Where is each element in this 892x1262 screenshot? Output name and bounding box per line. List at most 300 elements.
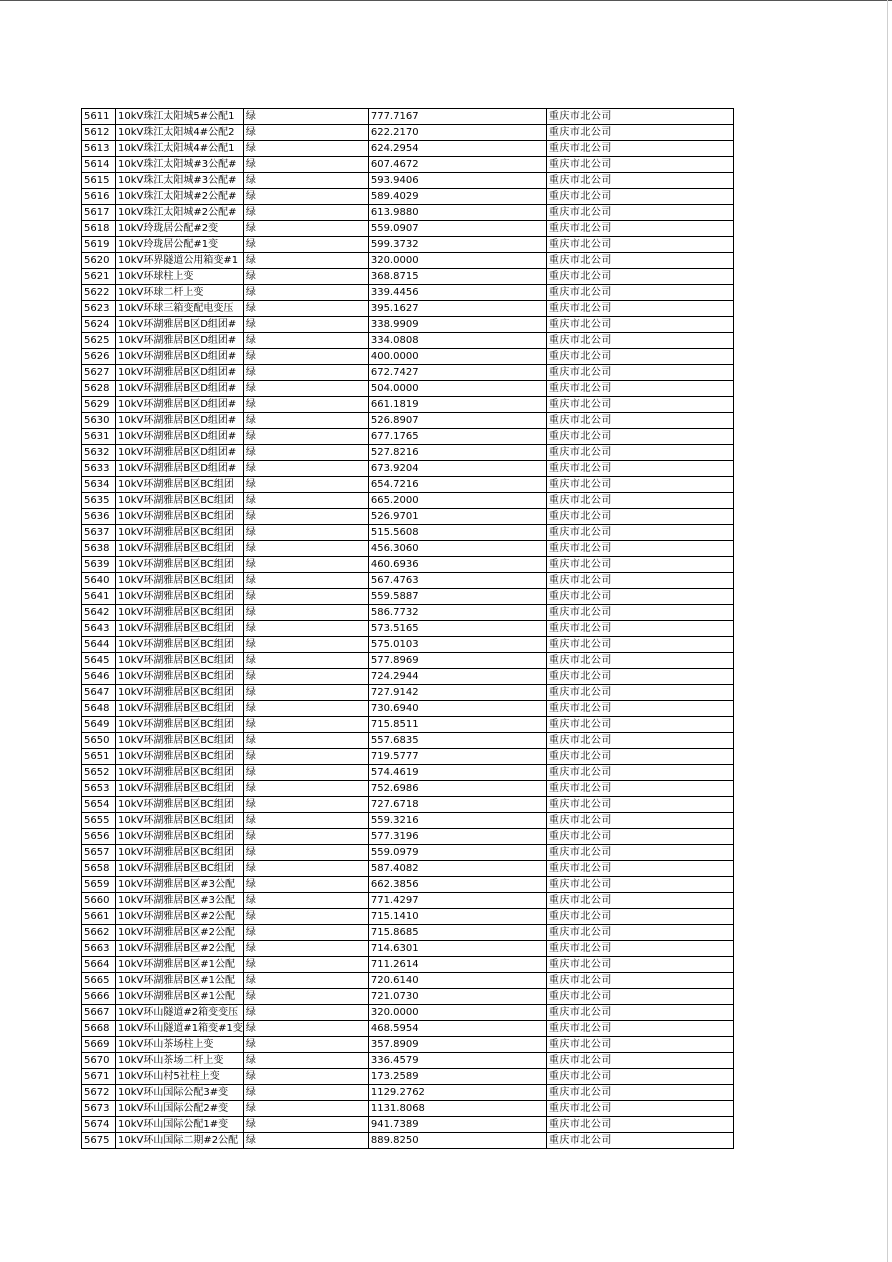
table-row bbox=[82, 765, 734, 781]
status-color-cell: 绿 bbox=[243, 333, 368, 349]
value-cell: 456.3060 bbox=[368, 541, 546, 557]
status-color-cell: 绿 bbox=[243, 1053, 368, 1069]
value-cell: 526.9701 bbox=[368, 509, 546, 525]
status-color-cell: 绿 bbox=[243, 269, 368, 285]
row-id-cell: 5638 bbox=[82, 541, 116, 557]
value-cell: 526.8907 bbox=[368, 413, 546, 429]
row-id-cell: 5674 bbox=[82, 1117, 116, 1133]
value-cell: 575.0103 bbox=[368, 637, 546, 653]
table-row bbox=[82, 477, 734, 493]
company-cell: 重庆市北公司 bbox=[546, 621, 733, 637]
status-color-cell: 绿 bbox=[243, 909, 368, 925]
status-color-cell: 绿 bbox=[243, 749, 368, 765]
transformer-name-cell: 10kV环湖雅居B区BC组团 bbox=[116, 557, 244, 573]
transformer-name-cell: 10kV环湖雅居B区D组团# bbox=[116, 413, 244, 429]
value-cell: 662.3856 bbox=[368, 877, 546, 893]
company-cell: 重庆市北公司 bbox=[546, 669, 733, 685]
row-id-cell: 5648 bbox=[82, 701, 116, 717]
table-row bbox=[82, 1085, 734, 1101]
transformer-name-cell: 10kV环湖雅居B区BC组团 bbox=[116, 733, 244, 749]
row-id-cell: 5652 bbox=[82, 765, 116, 781]
transformer-name-cell: 10kV珠江太阳城5#公配1 bbox=[116, 109, 244, 125]
company-cell: 重庆市北公司 bbox=[546, 765, 733, 781]
row-id-cell: 5633 bbox=[82, 461, 116, 477]
table-row bbox=[82, 445, 734, 461]
status-color-cell: 绿 bbox=[243, 1085, 368, 1101]
transformer-name-cell: 10kV环界隧道公用箱变#1 bbox=[116, 253, 244, 269]
company-cell: 重庆市北公司 bbox=[546, 701, 733, 717]
transformer-name-cell: 10kV环山茶场二杆上变 bbox=[116, 1053, 244, 1069]
value-cell: 724.2944 bbox=[368, 669, 546, 685]
transformer-name-cell: 10kV玲珑居公配#2变 bbox=[116, 221, 244, 237]
transformer-name-cell: 10kV环湖雅居B区D组团# bbox=[116, 333, 244, 349]
company-cell: 重庆市北公司 bbox=[546, 349, 733, 365]
table-row bbox=[82, 285, 734, 301]
row-id-cell: 5664 bbox=[82, 957, 116, 973]
row-id-cell: 5656 bbox=[82, 829, 116, 845]
value-cell: 574.4619 bbox=[368, 765, 546, 781]
value-cell: 941.7389 bbox=[368, 1117, 546, 1133]
table-row bbox=[82, 1053, 734, 1069]
value-cell: 714.6301 bbox=[368, 941, 546, 957]
status-color-cell: 绿 bbox=[243, 397, 368, 413]
company-cell: 重庆市北公司 bbox=[546, 989, 733, 1005]
value-cell: 527.8216 bbox=[368, 445, 546, 461]
transformer-name-cell: 10kV环湖雅居B区#1公配 bbox=[116, 973, 244, 989]
row-id-cell: 5646 bbox=[82, 669, 116, 685]
transformer-name-cell: 10kV环湖雅居B区BC组团 bbox=[116, 589, 244, 605]
row-id-cell: 5635 bbox=[82, 493, 116, 509]
row-id-cell: 5624 bbox=[82, 317, 116, 333]
transformer-name-cell: 10kV环球三箱变配电变压 bbox=[116, 301, 244, 317]
table-row bbox=[82, 557, 734, 573]
transformer-name-cell: 10kV环湖雅居B区#1公配 bbox=[116, 957, 244, 973]
transformer-name-cell: 10kV环湖雅居B区BC组团 bbox=[116, 749, 244, 765]
table-row bbox=[82, 365, 734, 381]
value-cell: 719.5777 bbox=[368, 749, 546, 765]
row-id-cell: 5658 bbox=[82, 861, 116, 877]
value-cell: 752.6986 bbox=[368, 781, 546, 797]
value-cell: 395.1627 bbox=[368, 301, 546, 317]
company-cell: 重庆市北公司 bbox=[546, 493, 733, 509]
transformer-name-cell: 10kV环山国际公配2#变 bbox=[116, 1101, 244, 1117]
value-cell: 586.7732 bbox=[368, 605, 546, 621]
value-cell: 715.1410 bbox=[368, 909, 546, 925]
table-row bbox=[82, 893, 734, 909]
row-id-cell: 5639 bbox=[82, 557, 116, 573]
transformer-name-cell: 10kV环山茶场柱上变 bbox=[116, 1037, 244, 1053]
row-id-cell: 5611 bbox=[82, 109, 116, 125]
row-id-cell: 5614 bbox=[82, 157, 116, 173]
row-id-cell: 5640 bbox=[82, 573, 116, 589]
status-color-cell: 绿 bbox=[243, 557, 368, 573]
status-color-cell: 绿 bbox=[243, 925, 368, 941]
value-cell: 661.1819 bbox=[368, 397, 546, 413]
transformer-name-cell: 10kV珠江太阳城#3公配# bbox=[116, 157, 244, 173]
company-cell: 重庆市北公司 bbox=[546, 221, 733, 237]
company-cell: 重庆市北公司 bbox=[546, 1037, 733, 1053]
table-row bbox=[82, 413, 734, 429]
row-id-cell: 5668 bbox=[82, 1021, 116, 1037]
transformer-name-cell: 10kV环湖雅居B区BC组团 bbox=[116, 525, 244, 541]
company-cell: 重庆市北公司 bbox=[546, 381, 733, 397]
row-id-cell: 5643 bbox=[82, 621, 116, 637]
status-color-cell: 绿 bbox=[243, 765, 368, 781]
row-id-cell: 5669 bbox=[82, 1037, 116, 1053]
value-cell: 613.9880 bbox=[368, 205, 546, 221]
row-id-cell: 5632 bbox=[82, 445, 116, 461]
transformer-name-cell: 10kV环湖雅居B区D组团# bbox=[116, 349, 244, 365]
status-color-cell: 绿 bbox=[243, 1021, 368, 1037]
company-cell: 重庆市北公司 bbox=[546, 173, 733, 189]
row-id-cell: 5670 bbox=[82, 1053, 116, 1069]
status-color-cell: 绿 bbox=[243, 861, 368, 877]
transformer-name-cell: 10kV环湖雅居B区BC组团 bbox=[116, 477, 244, 493]
value-cell: 607.4672 bbox=[368, 157, 546, 173]
status-color-cell: 绿 bbox=[243, 1117, 368, 1133]
value-cell: 665.2000 bbox=[368, 493, 546, 509]
company-cell: 重庆市北公司 bbox=[546, 973, 733, 989]
value-cell: 320.0000 bbox=[368, 253, 546, 269]
table-row bbox=[82, 221, 734, 237]
status-color-cell: 绿 bbox=[243, 461, 368, 477]
value-cell: 338.9909 bbox=[368, 317, 546, 333]
value-cell: 173.2589 bbox=[368, 1069, 546, 1085]
transformer-name-cell: 10kV环湖雅居B区BC组团 bbox=[116, 861, 244, 877]
table-row bbox=[82, 989, 734, 1005]
status-color-cell: 绿 bbox=[243, 989, 368, 1005]
value-cell: 515.5608 bbox=[368, 525, 546, 541]
row-id-cell: 5628 bbox=[82, 381, 116, 397]
table-row bbox=[82, 621, 734, 637]
row-id-cell: 5644 bbox=[82, 637, 116, 653]
value-cell: 567.4763 bbox=[368, 573, 546, 589]
table-row bbox=[82, 829, 734, 845]
table-row bbox=[82, 173, 734, 189]
table-row bbox=[82, 461, 734, 477]
value-cell: 593.9406 bbox=[368, 173, 546, 189]
status-color-cell: 绿 bbox=[243, 157, 368, 173]
table-row bbox=[82, 605, 734, 621]
transformer-name-cell: 10kV环湖雅居B区BC组团 bbox=[116, 493, 244, 509]
company-cell: 重庆市北公司 bbox=[546, 1021, 733, 1037]
company-cell: 重庆市北公司 bbox=[546, 125, 733, 141]
company-cell: 重庆市北公司 bbox=[546, 317, 733, 333]
table-row bbox=[82, 1117, 734, 1133]
value-cell: 577.3196 bbox=[368, 829, 546, 845]
status-color-cell: 绿 bbox=[243, 573, 368, 589]
transformer-name-cell: 10kV环湖雅居B区#2公配 bbox=[116, 941, 244, 957]
status-color-cell: 绿 bbox=[243, 845, 368, 861]
company-cell: 重庆市北公司 bbox=[546, 589, 733, 605]
status-color-cell: 绿 bbox=[243, 189, 368, 205]
status-color-cell: 绿 bbox=[243, 941, 368, 957]
status-color-cell: 绿 bbox=[243, 349, 368, 365]
transformer-name-cell: 10kV环湖雅居B区BC组团 bbox=[116, 621, 244, 637]
status-color-cell: 绿 bbox=[243, 1101, 368, 1117]
table-row bbox=[82, 797, 734, 813]
status-color-cell: 绿 bbox=[243, 221, 368, 237]
value-cell: 677.1765 bbox=[368, 429, 546, 445]
company-cell: 重庆市北公司 bbox=[546, 269, 733, 285]
table-row bbox=[82, 237, 734, 253]
row-id-cell: 5649 bbox=[82, 717, 116, 733]
transformer-name-cell: 10kV环湖雅居B区#1公配 bbox=[116, 989, 244, 1005]
company-cell: 重庆市北公司 bbox=[546, 429, 733, 445]
transformer-name-cell: 10kV环湖雅居B区BC组团 bbox=[116, 685, 244, 701]
company-cell: 重庆市北公司 bbox=[546, 189, 733, 205]
table-row bbox=[82, 1037, 734, 1053]
table-row bbox=[82, 749, 734, 765]
status-color-cell: 绿 bbox=[243, 365, 368, 381]
value-cell: 1131.8068 bbox=[368, 1101, 546, 1117]
value-cell: 889.8250 bbox=[368, 1133, 546, 1149]
status-color-cell: 绿 bbox=[243, 829, 368, 845]
status-color-cell: 绿 bbox=[243, 253, 368, 269]
company-cell: 重庆市北公司 bbox=[546, 717, 733, 733]
transformer-name-cell: 10kV环湖雅居B区BC组团 bbox=[116, 797, 244, 813]
company-cell: 重庆市北公司 bbox=[546, 477, 733, 493]
value-cell: 624.2954 bbox=[368, 141, 546, 157]
value-cell: 577.8969 bbox=[368, 653, 546, 669]
table-row bbox=[82, 1021, 734, 1037]
row-id-cell: 5641 bbox=[82, 589, 116, 605]
company-cell: 重庆市北公司 bbox=[546, 541, 733, 557]
status-color-cell: 绿 bbox=[243, 717, 368, 733]
table-row bbox=[82, 397, 734, 413]
transformer-name-cell: 10kV环湖雅居B区D组团# bbox=[116, 365, 244, 381]
transformer-name-cell: 10kV环湖雅居B区BC组团 bbox=[116, 653, 244, 669]
value-cell: 573.5165 bbox=[368, 621, 546, 637]
status-color-cell: 绿 bbox=[243, 733, 368, 749]
transformer-name-cell: 10kV环湖雅居B区BC组团 bbox=[116, 829, 244, 845]
value-cell: 320.0000 bbox=[368, 1005, 546, 1021]
company-cell: 重庆市北公司 bbox=[546, 1133, 733, 1149]
status-color-cell: 绿 bbox=[243, 317, 368, 333]
transformer-name-cell: 10kV环湖雅居B区D组团# bbox=[116, 397, 244, 413]
row-id-cell: 5636 bbox=[82, 509, 116, 525]
status-color-cell: 绿 bbox=[243, 237, 368, 253]
company-cell: 重庆市北公司 bbox=[546, 205, 733, 221]
table-row bbox=[82, 877, 734, 893]
row-id-cell: 5612 bbox=[82, 125, 116, 141]
transformer-name-cell: 10kV环湖雅居B区D组团# bbox=[116, 381, 244, 397]
status-color-cell: 绿 bbox=[243, 893, 368, 909]
table-row bbox=[82, 253, 734, 269]
status-color-cell: 绿 bbox=[243, 429, 368, 445]
company-cell: 重庆市北公司 bbox=[546, 397, 733, 413]
value-cell: 727.9142 bbox=[368, 685, 546, 701]
company-cell: 重庆市北公司 bbox=[546, 109, 733, 125]
company-cell: 重庆市北公司 bbox=[546, 1085, 733, 1101]
table-row bbox=[82, 845, 734, 861]
row-id-cell: 5629 bbox=[82, 397, 116, 413]
value-cell: 715.8685 bbox=[368, 925, 546, 941]
transformer-name-cell: 10kV环湖雅居B区#2公配 bbox=[116, 909, 244, 925]
status-color-cell: 绿 bbox=[243, 525, 368, 541]
transformer-name-cell: 10kV环山国际公配3#变 bbox=[116, 1085, 244, 1101]
transformer-name-cell: 10kV环湖雅居B区BC组团 bbox=[116, 701, 244, 717]
value-cell: 599.3732 bbox=[368, 237, 546, 253]
transformer-name-cell: 10kV环湖雅居B区D组团# bbox=[116, 461, 244, 477]
table-row bbox=[82, 509, 734, 525]
status-color-cell: 绿 bbox=[243, 1069, 368, 1085]
transformer-name-cell: 10kV环湖雅居B区BC组团 bbox=[116, 573, 244, 589]
company-cell: 重庆市北公司 bbox=[546, 781, 733, 797]
company-cell: 重庆市北公司 bbox=[546, 861, 733, 877]
row-id-cell: 5630 bbox=[82, 413, 116, 429]
status-color-cell: 绿 bbox=[243, 205, 368, 221]
status-color-cell: 绿 bbox=[243, 589, 368, 605]
row-id-cell: 5634 bbox=[82, 477, 116, 493]
status-color-cell: 绿 bbox=[243, 301, 368, 317]
status-color-cell: 绿 bbox=[243, 701, 368, 717]
company-cell: 重庆市北公司 bbox=[546, 733, 733, 749]
table-row bbox=[82, 525, 734, 541]
transformer-name-cell: 10kV环湖雅居B区BC组团 bbox=[116, 605, 244, 621]
row-id-cell: 5631 bbox=[82, 429, 116, 445]
transformer-name-cell: 10kV环山国际二期#2公配 bbox=[116, 1133, 244, 1149]
row-id-cell: 5623 bbox=[82, 301, 116, 317]
row-id-cell: 5662 bbox=[82, 925, 116, 941]
status-color-cell: 绿 bbox=[243, 1133, 368, 1149]
transformer-name-cell: 10kV环山村5社柱上变 bbox=[116, 1069, 244, 1085]
row-id-cell: 5621 bbox=[82, 269, 116, 285]
status-color-cell: 绿 bbox=[243, 957, 368, 973]
transformer-name-cell: 10kV珠江太阳城4#公配2 bbox=[116, 125, 244, 141]
status-color-cell: 绿 bbox=[243, 509, 368, 525]
value-cell: 1129.2762 bbox=[368, 1085, 546, 1101]
company-cell: 重庆市北公司 bbox=[546, 253, 733, 269]
value-cell: 727.6718 bbox=[368, 797, 546, 813]
company-cell: 重庆市北公司 bbox=[546, 141, 733, 157]
row-id-cell: 5657 bbox=[82, 845, 116, 861]
value-cell: 777.7167 bbox=[368, 109, 546, 125]
value-cell: 334.0808 bbox=[368, 333, 546, 349]
status-color-cell: 绿 bbox=[243, 973, 368, 989]
value-cell: 339.4456 bbox=[368, 285, 546, 301]
row-id-cell: 5651 bbox=[82, 749, 116, 765]
table-row bbox=[82, 269, 734, 285]
row-id-cell: 5671 bbox=[82, 1069, 116, 1085]
table-row bbox=[82, 333, 734, 349]
transformer-name-cell: 10kV环湖雅居B区BC组团 bbox=[116, 717, 244, 733]
table-row bbox=[82, 637, 734, 653]
company-cell: 重庆市北公司 bbox=[546, 845, 733, 861]
value-cell: 400.0000 bbox=[368, 349, 546, 365]
table-row bbox=[82, 141, 734, 157]
company-cell: 重庆市北公司 bbox=[546, 749, 733, 765]
row-id-cell: 5616 bbox=[82, 189, 116, 205]
value-cell: 730.6940 bbox=[368, 701, 546, 717]
table-row bbox=[82, 1101, 734, 1117]
value-cell: 559.3216 bbox=[368, 813, 546, 829]
value-cell: 468.5954 bbox=[368, 1021, 546, 1037]
status-color-cell: 绿 bbox=[243, 445, 368, 461]
company-cell: 重庆市北公司 bbox=[546, 1005, 733, 1021]
table-row bbox=[82, 573, 734, 589]
row-id-cell: 5661 bbox=[82, 909, 116, 925]
transformer-name-cell: 10kV环山隧道#1箱变#1变 bbox=[116, 1021, 244, 1037]
transformer-name-cell: 10kV环湖雅居B区D组团# bbox=[116, 429, 244, 445]
status-color-cell: 绿 bbox=[243, 669, 368, 685]
company-cell: 重庆市北公司 bbox=[546, 685, 733, 701]
transformer-name-cell: 10kV环湖雅居B区BC组团 bbox=[116, 541, 244, 557]
status-color-cell: 绿 bbox=[243, 125, 368, 141]
status-color-cell: 绿 bbox=[243, 381, 368, 397]
company-cell: 重庆市北公司 bbox=[546, 941, 733, 957]
value-cell: 357.8909 bbox=[368, 1037, 546, 1053]
status-color-cell: 绿 bbox=[243, 109, 368, 125]
table-row bbox=[82, 925, 734, 941]
value-cell: 711.2614 bbox=[368, 957, 546, 973]
table-row bbox=[82, 205, 734, 221]
table-row bbox=[82, 813, 734, 829]
company-cell: 重庆市北公司 bbox=[546, 285, 733, 301]
company-cell: 重庆市北公司 bbox=[546, 1117, 733, 1133]
status-color-cell: 绿 bbox=[243, 413, 368, 429]
company-cell: 重庆市北公司 bbox=[546, 1069, 733, 1085]
company-cell: 重庆市北公司 bbox=[546, 237, 733, 253]
table-row bbox=[82, 301, 734, 317]
table-row bbox=[82, 429, 734, 445]
row-id-cell: 5642 bbox=[82, 605, 116, 621]
row-id-cell: 5667 bbox=[82, 1005, 116, 1021]
table-row bbox=[82, 589, 734, 605]
transformer-name-cell: 10kV环湖雅居B区BC组团 bbox=[116, 813, 244, 829]
table-row bbox=[82, 1005, 734, 1021]
table-row bbox=[82, 125, 734, 141]
company-cell: 重庆市北公司 bbox=[546, 445, 733, 461]
transformer-name-cell: 10kV环湖雅居B区BC组团 bbox=[116, 765, 244, 781]
company-cell: 重庆市北公司 bbox=[546, 333, 733, 349]
transformer-name-cell: 10kV环湖雅居B区D组团# bbox=[116, 317, 244, 333]
status-color-cell: 绿 bbox=[243, 541, 368, 557]
company-cell: 重庆市北公司 bbox=[546, 829, 733, 845]
status-color-cell: 绿 bbox=[243, 621, 368, 637]
value-cell: 589.4029 bbox=[368, 189, 546, 205]
row-id-cell: 5660 bbox=[82, 893, 116, 909]
company-cell: 重庆市北公司 bbox=[546, 557, 733, 573]
table-row bbox=[82, 861, 734, 877]
value-cell: 559.0907 bbox=[368, 221, 546, 237]
status-color-cell: 绿 bbox=[243, 797, 368, 813]
value-cell: 368.8715 bbox=[368, 269, 546, 285]
table-row bbox=[82, 973, 734, 989]
status-color-cell: 绿 bbox=[243, 605, 368, 621]
value-cell: 672.7427 bbox=[368, 365, 546, 381]
row-id-cell: 5626 bbox=[82, 349, 116, 365]
transformer-name-cell: 10kV环湖雅居B区BC组团 bbox=[116, 845, 244, 861]
transformer-name-cell: 10kV环湖雅居B区BC组团 bbox=[116, 781, 244, 797]
table-row bbox=[82, 493, 734, 509]
transformer-name-cell: 10kV环湖雅居B区BC组团 bbox=[116, 509, 244, 525]
status-color-cell: 绿 bbox=[243, 477, 368, 493]
status-color-cell: 绿 bbox=[243, 653, 368, 669]
status-color-cell: 绿 bbox=[243, 1005, 368, 1021]
row-id-cell: 5620 bbox=[82, 253, 116, 269]
company-cell: 重庆市北公司 bbox=[546, 461, 733, 477]
row-id-cell: 5655 bbox=[82, 813, 116, 829]
company-cell: 重庆市北公司 bbox=[546, 813, 733, 829]
company-cell: 重庆市北公司 bbox=[546, 1053, 733, 1069]
table-row bbox=[82, 957, 734, 973]
company-cell: 重庆市北公司 bbox=[546, 605, 733, 621]
row-id-cell: 5637 bbox=[82, 525, 116, 541]
value-cell: 654.7216 bbox=[368, 477, 546, 493]
status-color-cell: 绿 bbox=[243, 877, 368, 893]
status-color-cell: 绿 bbox=[243, 813, 368, 829]
